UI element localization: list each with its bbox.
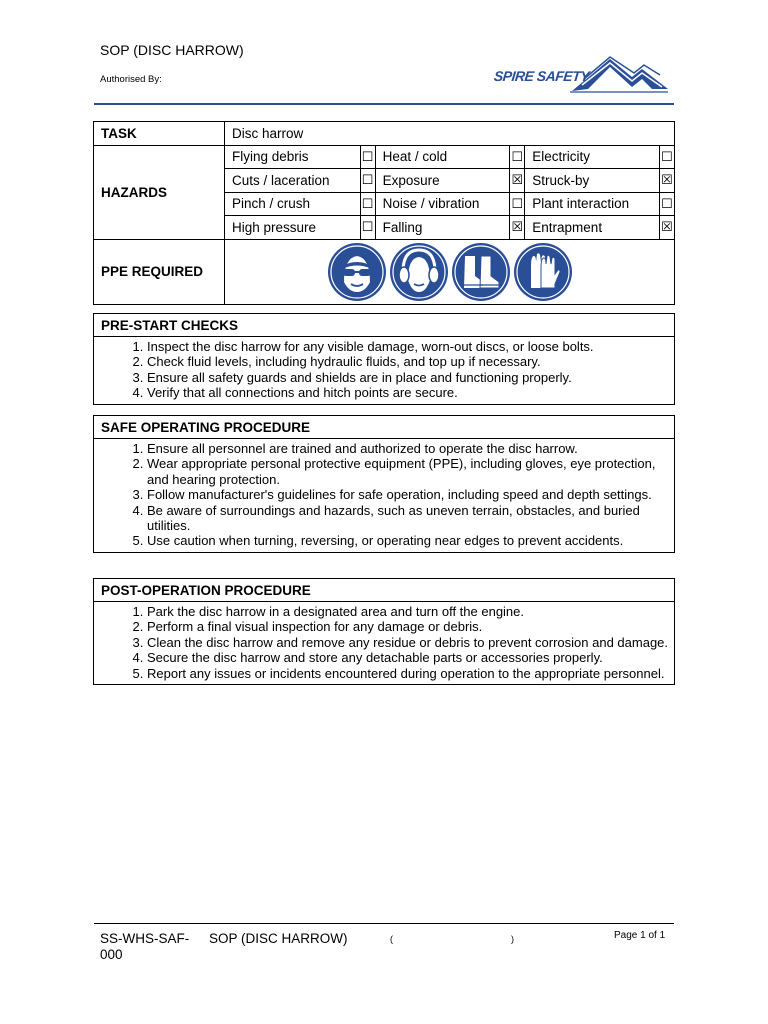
hazard-row xyxy=(94,145,675,169)
task-row xyxy=(94,122,675,146)
hazard-name: Falling xyxy=(375,216,510,240)
hazard-name: Exposure xyxy=(375,169,510,193)
prestart-section xyxy=(93,313,675,405)
task-label: TASK xyxy=(94,122,225,146)
hazard-name: Pinch / crush xyxy=(225,192,361,216)
hazard-checkbox[interactable]: ☐ xyxy=(510,192,525,216)
list-item: 1. Ensure all personnel are trained and authorized to operate the disc harrow. xyxy=(147,441,674,456)
hazard-name: Entrapment xyxy=(525,216,660,240)
sop-title: SAFE OPERATING PROCEDURE xyxy=(94,416,674,439)
gloves-icon xyxy=(513,242,573,302)
sop-list xyxy=(94,441,674,549)
doc-code-line-2: 000 xyxy=(100,947,123,962)
hazard-name: Electricity xyxy=(525,145,660,169)
hazard-name: Flying debris xyxy=(225,145,361,169)
document-title: SOP (DISC HARROW) xyxy=(100,42,244,58)
hazard-checkbox[interactable]: ☐ xyxy=(360,145,375,169)
hazard-checkbox[interactable]: ☐ xyxy=(660,145,675,169)
task-value: Disc harrow xyxy=(225,122,675,146)
ppe-row xyxy=(94,239,675,304)
footer-divider xyxy=(94,923,674,924)
page-number: Page 1 of 1 xyxy=(614,930,666,941)
hazard-checkbox[interactable]: ☐ xyxy=(660,192,675,216)
footer-paren-close: ) xyxy=(511,934,514,944)
safety-boots-icon xyxy=(451,242,511,302)
hazard-name: Struck-by xyxy=(525,169,660,193)
list-item: 1. Inspect the disc harrow for any visible damage, worn-out discs, or loose bolts. xyxy=(147,339,674,354)
list-item: 4. Verify that all connections and hitch points are secure. xyxy=(147,385,674,400)
safety-glasses-icon xyxy=(327,242,387,302)
logo-text: SPIRE SAFETY xyxy=(493,68,590,84)
header-divider xyxy=(94,103,674,105)
ppe-label: PPE REQUIRED xyxy=(94,239,225,304)
postop-section xyxy=(93,578,675,685)
hazard-checkbox[interactable]: ☒ xyxy=(660,169,675,193)
footer-doc-code xyxy=(100,931,189,963)
hazard-name: High pressure xyxy=(225,216,361,240)
ear-muffs-icon xyxy=(389,242,449,302)
ppe-icons-cell xyxy=(225,239,675,304)
hazard-checkbox[interactable]: ☐ xyxy=(360,192,375,216)
list-item: 1. Park the disc harrow in a designated area and turn off the engine. xyxy=(147,604,674,619)
hazard-checkbox[interactable]: ☒ xyxy=(510,216,525,240)
list-item: 3. Clean the disc harrow and remove any residue or debris to prevent corrosion and damage. xyxy=(147,635,674,650)
list-item: 2. Perform a final visual inspection for any damage or debris. xyxy=(147,619,674,634)
doc-code-line-1: SS-WHS-SAF- xyxy=(100,931,190,946)
sop-section xyxy=(93,415,675,553)
authorised-by-label: Authorised By: xyxy=(100,74,162,85)
list-item: 5. Report any issues or incidents encountered during operation to the appropriate personnel. xyxy=(147,666,674,681)
postop-list xyxy=(94,604,674,681)
hazard-name: Cuts / laceration xyxy=(225,169,361,193)
hazard-checkbox[interactable]: ☐ xyxy=(360,216,375,240)
hazard-checkbox[interactable]: ☐ xyxy=(510,145,525,169)
footer-paren-open: ( xyxy=(390,934,393,944)
list-item: 3. Ensure all safety guards and shields are in place and functioning properly. xyxy=(147,370,674,385)
hazard-name: Heat / cold xyxy=(375,145,510,169)
hazard-name: Noise / vibration xyxy=(375,192,510,216)
list-item: 5. Use caution when turning, reversing, or operating near edges to prevent accidents. xyxy=(147,533,674,548)
prestart-title: PRE-START CHECKS xyxy=(94,314,674,337)
hazards-label: HAZARDS xyxy=(94,145,225,239)
list-item: 4. Secure the disc harrow and store any detachable parts or accessories properly. xyxy=(147,650,674,665)
footer-title: SOP (DISC HARROW) xyxy=(209,931,348,946)
hazard-checkbox[interactable]: ☐ xyxy=(360,169,375,193)
hazard-checkbox[interactable]: ☒ xyxy=(510,169,525,193)
postop-title: POST-OPERATION PROCEDURE xyxy=(94,579,674,602)
list-item: 2. Wear appropriate personal protective equipment (PPE), including gloves, eye protection, and hearing protection. xyxy=(147,456,674,487)
list-item: 3. Follow manufacturer's guidelines for safe operation, including speed and depth settings. xyxy=(147,487,674,502)
prestart-list xyxy=(94,339,674,401)
hazard-name: Plant interaction xyxy=(525,192,660,216)
task-hazard-table xyxy=(93,121,675,305)
hazard-checkbox[interactable]: ☒ xyxy=(660,216,675,240)
list-item: 4. Be aware of surroundings and hazards, such as uneven terrain, obstacles, and buried utilities. xyxy=(147,503,674,534)
list-item: 2. Check fluid levels, including hydraulic fluids, and top up if necessary. xyxy=(147,354,674,369)
